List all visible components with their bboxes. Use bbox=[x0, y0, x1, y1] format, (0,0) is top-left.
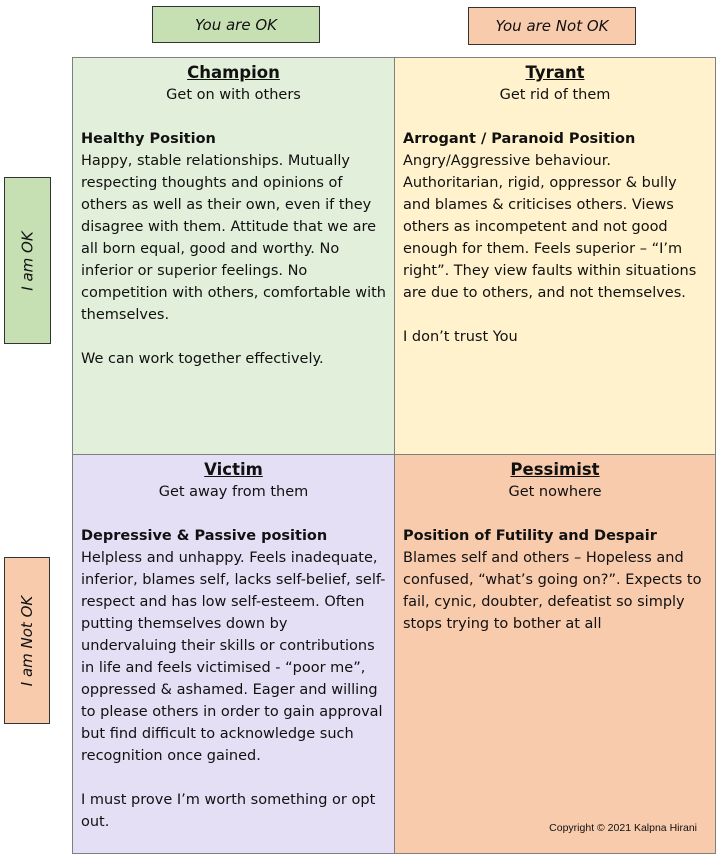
quadrant-victim bbox=[72, 454, 395, 854]
quadrant-tyrant bbox=[394, 57, 716, 455]
champion-description: Happy, stable relationships. Mutually respecting thoughts and opinions of others as well as their own, even if they disagree with them. Attitude that we are all born equal, good and worthy. No inferior or superior feelings. No competition with others, comfortable with themselves. bbox=[81, 153, 386, 323]
tyrant-description: Angry/Aggressive behaviour. Authoritarian, rigid, oppressor & bully and blames & criticises others. Views others as incompetent and not good enough for them. Feels superior – “I’m right”. They view faults within situations are due to others, and not themselves. bbox=[403, 153, 697, 301]
header-you-are-not-ok bbox=[468, 7, 636, 45]
header-you-are-not-ok-label: You are Not OK bbox=[495, 17, 609, 35]
side-i-am-ok-label: I am OK bbox=[18, 230, 37, 291]
champion-closing: We can work together effectively. bbox=[81, 351, 324, 367]
victim-description: Helpless and unhappy. Feels inadequate, inferior, blames self, lacks self-belief, self-respect and has low self-esteem. Often putting themselves down by undervaluing their skills or contributions in life and feels victimised - “poor me”, oppressed & ashamed. Eager and willing to please others in order to gain approval but find difficult to acknowledge such recognition once gained. bbox=[81, 550, 386, 764]
quadrant-champion bbox=[72, 57, 395, 455]
pessimist-subtitle: Get nowhere bbox=[508, 484, 602, 500]
victim-subtitle: Get away from them bbox=[158, 484, 309, 500]
tyrant-position: Arrogant / Paranoid Position bbox=[403, 131, 636, 147]
pessimist-title: Pessimist bbox=[510, 460, 600, 479]
tyrant-subtitle: Get rid of them bbox=[499, 87, 611, 103]
tyrant-closing: I don’t trust You bbox=[403, 329, 518, 345]
victim-closing: I must prove I’m worth something or opt out. bbox=[81, 792, 376, 830]
side-i-am-ok bbox=[4, 177, 51, 344]
victim-position: Depressive & Passive position bbox=[81, 528, 328, 544]
quadrant-pessimist bbox=[394, 454, 716, 854]
header-you-are-ok-label: You are OK bbox=[195, 15, 277, 34]
side-i-am-not-ok bbox=[4, 557, 50, 724]
pessimist-position: Position of Futility and Despair bbox=[403, 528, 657, 544]
champion-title: Champion bbox=[187, 63, 280, 82]
champion-subtitle: Get on with others bbox=[166, 87, 301, 103]
pessimist-description: Blames self and others – Hopeless and confused, “what’s going on?”. Expects to fail, cynic, doubter, defeatist so simply stops trying to bother at all bbox=[403, 550, 702, 632]
tyrant-title: Tyrant bbox=[525, 63, 585, 82]
side-i-am-not-ok-label: I am Not OK bbox=[18, 595, 36, 686]
victim-title: Victim bbox=[204, 460, 263, 479]
header-you-are-ok bbox=[152, 6, 320, 43]
champion-position: Healthy Position bbox=[81, 131, 216, 147]
copyright-notice: Copyright © 2021 Kalpna Hirani bbox=[549, 822, 697, 834]
